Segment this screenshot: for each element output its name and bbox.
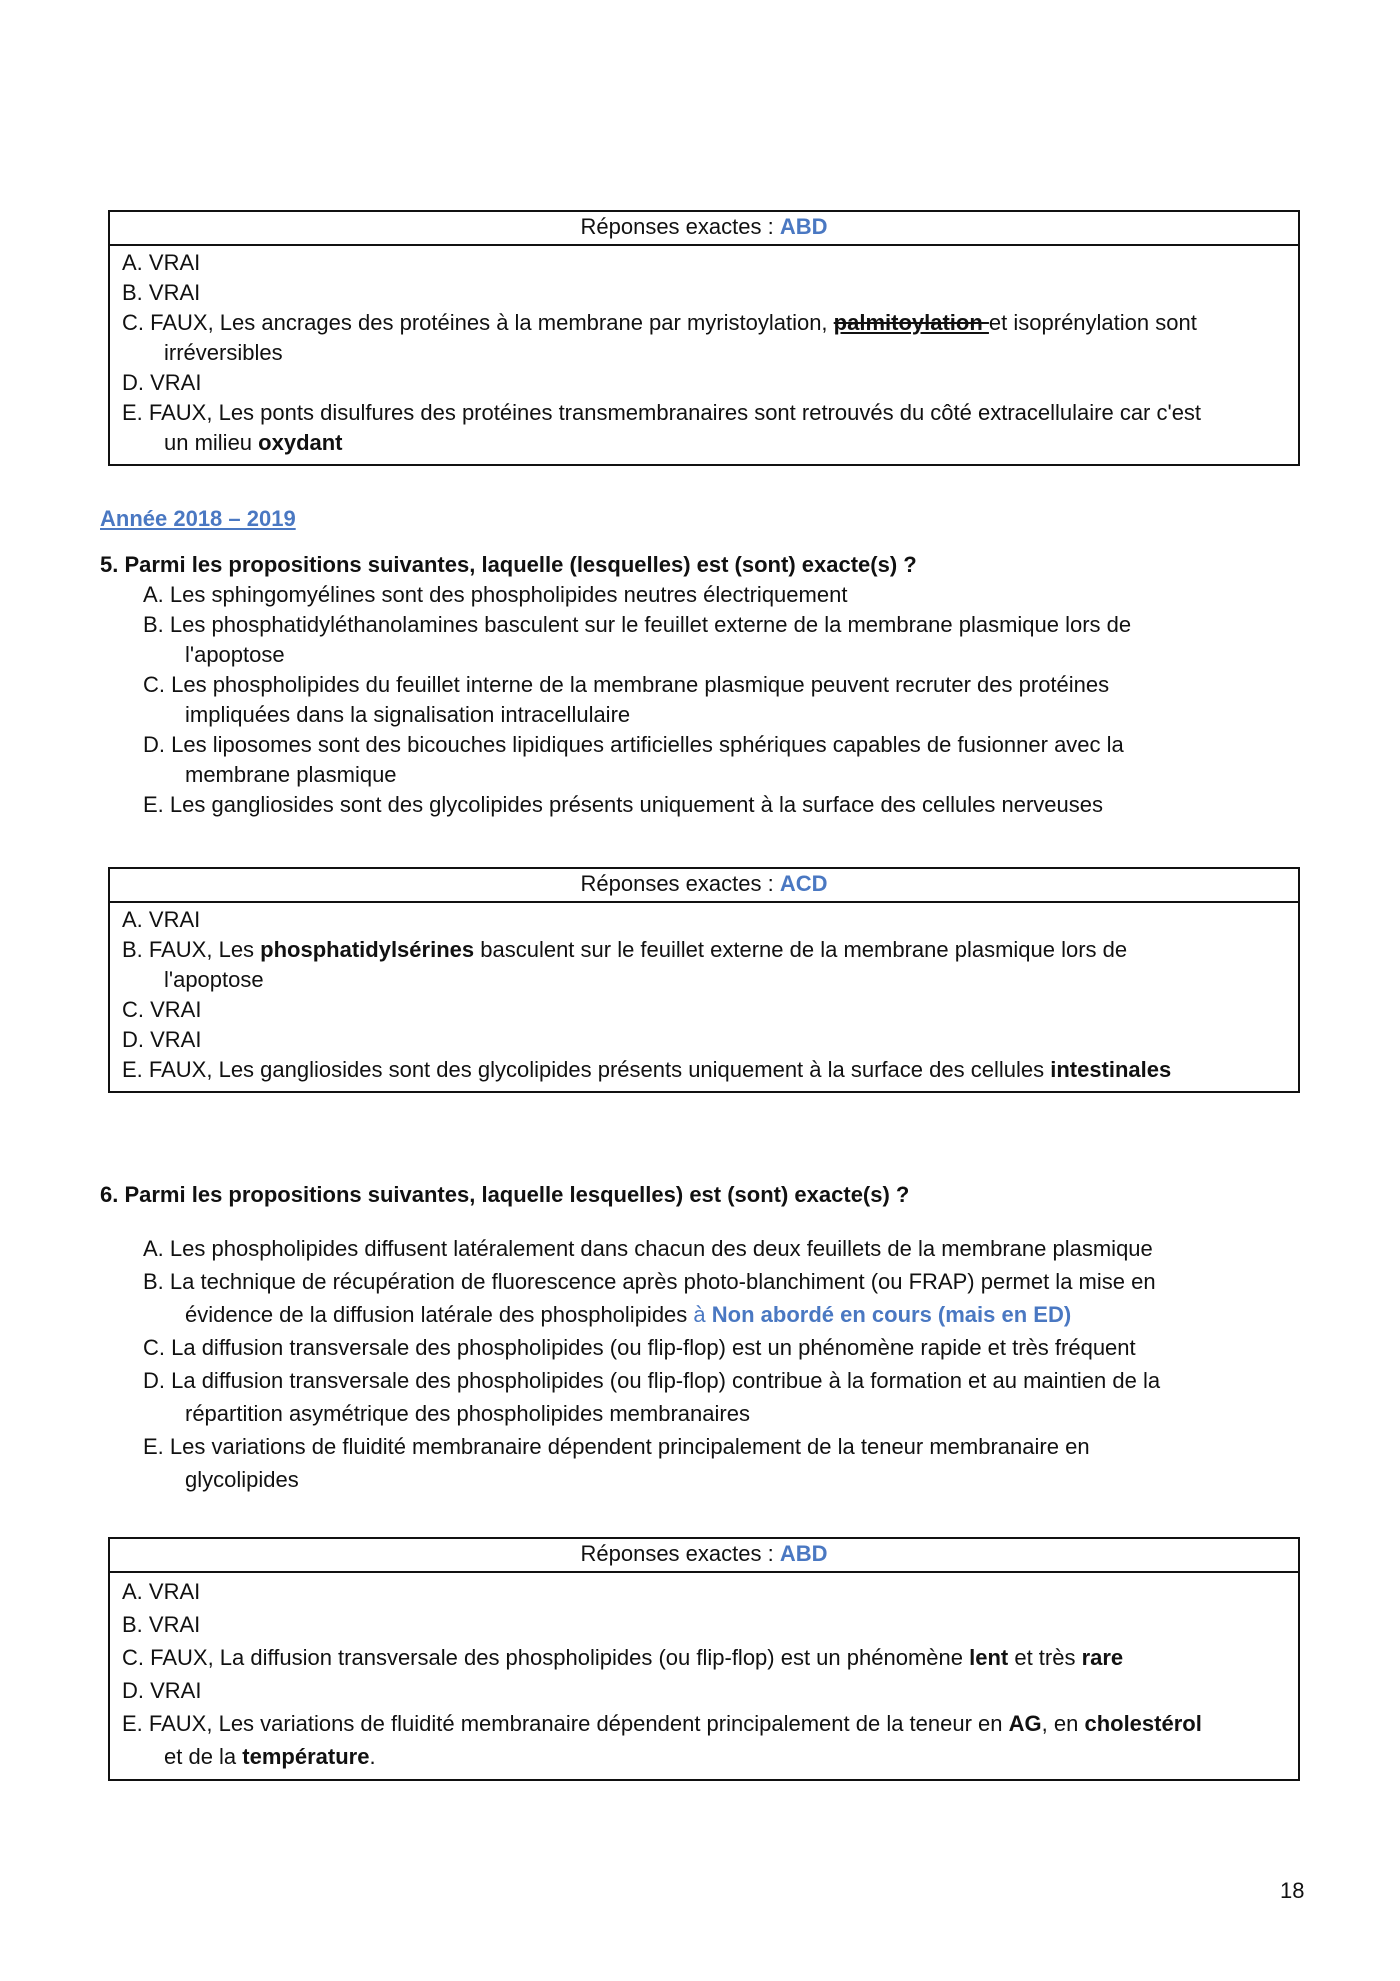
answer-box-body (110, 903, 1298, 1091)
answer-e-text: E. FAUX, Les gangliosides sont des glycolipides présents uniquement à la surface des cellules (122, 1057, 1051, 1082)
proposition-b: B. Les phosphatidyléthanolamines basculent sur le feuillet externe de la membrane plasmique lors de (143, 612, 1132, 637)
page-number: 18 (1280, 1878, 1305, 1903)
proposition-c: C. Les phospholipides du feuillet interne de la membrane plasmique peuvent recruter des protéines (143, 672, 1110, 697)
answer-d: D. VRAI (122, 1027, 202, 1052)
answer-e-cont-text: un milieu (164, 430, 259, 455)
proposition-b-cont-text: évidence de la diffusion latérale des phospholipides (185, 1302, 694, 1327)
course-note: Non abordé en cours (mais en ED) (711, 1302, 1072, 1327)
proposition-a: A. Les sphingomyélines sont des phospholipides neutres électriquement (143, 582, 848, 607)
answer-b: B. VRAI (122, 280, 201, 305)
answer-b-text: B. FAUX, Les (122, 937, 261, 962)
answer-c-text-end: et isoprénylation sont (988, 310, 1197, 335)
answer-e: E. FAUX, Les ponts disulfures des protéines transmembranaires sont retrouvés du côté extracellulaire car c'est (122, 400, 1202, 425)
answer-e-text: E. FAUX, Les variations de fluidité membranaire dépendent principalement de la teneur en (122, 1711, 1009, 1736)
answer-label: Réponses exactes : (580, 1541, 780, 1566)
struck-word: palmitoylation (833, 310, 989, 335)
proposition-c-cont: impliquées dans la signalisation intracellulaire (185, 702, 631, 727)
answer-e (122, 1055, 1288, 1085)
answer-label: Réponses exactes : (580, 871, 780, 896)
answer-e-bold-2: cholestérol (1084, 1711, 1202, 1736)
year-heading: Année 2018 – 2019 (100, 506, 296, 531)
answer-box-body (110, 1573, 1298, 1779)
answer-c-text: C. FAUX, La diffusion transversale des phospholipides (ou flip-flop) est un phénomène (122, 1645, 970, 1670)
proposition-c: C. La diffusion transversale des phospholipides (ou flip-flop) est un phénomène rapide et très fréquent (143, 1335, 1136, 1360)
question-5: 5. Parmi les propositions suivantes, laquelle (lesquelles) est (sont) exacte(s) ? (100, 552, 917, 577)
answer-c-bold-1: lent (969, 1645, 1009, 1670)
answer-box-header (110, 212, 1298, 246)
proposition-b-cont: l'apoptose (185, 642, 285, 667)
answer-box-q6 (108, 1537, 1300, 1781)
answer-a: A. VRAI (122, 1579, 201, 1604)
answer-d: D. VRAI (122, 1678, 202, 1703)
answer-b-cont: l'apoptose (164, 967, 264, 992)
answer-box-header (110, 869, 1298, 903)
answer-e-bold-1: AG (1008, 1711, 1042, 1736)
answer-letters: ABD (779, 1541, 828, 1566)
question-5-propositions (143, 580, 1273, 820)
proposition-b: B. La technique de récupération de fluorescence après photo-blanchiment (ou FRAP) permet la mise en (143, 1269, 1156, 1294)
answer-c-text-mid: et très (1008, 1645, 1082, 1670)
proposition-a: A. Les phospholipides diffusent latéralement dans chacun des deux feuillets de la membrane plasmique (143, 1236, 1153, 1261)
proposition-b-cont (143, 1298, 1273, 1331)
proposition-e-cont: glycolipides (185, 1467, 299, 1492)
answer-letters: ACD (779, 871, 828, 896)
answer-c-bold-2: rare (1081, 1645, 1124, 1670)
answer-box-header (110, 1539, 1298, 1573)
question-6-propositions (143, 1232, 1273, 1496)
proposition-d: D. Les liposomes sont des bicouches lipidiques artificielles sphériques capables de fusionner avec la (143, 732, 1124, 757)
answer-box-q4 (108, 210, 1300, 466)
answer-b: B. VRAI (122, 1612, 201, 1637)
answer-e-text-mid: , en (1041, 1711, 1085, 1736)
proposition-d-cont: membrane plasmique (185, 762, 397, 787)
proposition-d-cont: répartition asymétrique des phospholipides membranaires (185, 1401, 750, 1426)
answer-a: A. VRAI (122, 907, 201, 932)
answer-letters: ABD (779, 214, 828, 239)
answer-e-cont (122, 428, 1288, 458)
answer-c-text: C. FAUX, Les ancrages des protéines à la membrane par myristoylation, (122, 310, 834, 335)
answer-e-cont (122, 1740, 1288, 1773)
proposition-e: E. Les gangliosides sont des glycolipides présents uniquement à la surface des cellules nerveuses (143, 792, 1104, 817)
answer-c (122, 1641, 1288, 1674)
answer-c: C. VRAI (122, 997, 202, 1022)
answer-b-bold: phosphatidylsérines (260, 937, 475, 962)
answer-box-body (110, 246, 1298, 464)
answer-box-q5 (108, 867, 1300, 1093)
arrow-glyph: à (693, 1302, 712, 1327)
proposition-e: E. Les variations de fluidité membranaire dépendent principalement de la teneur membranaire en (143, 1434, 1090, 1459)
answer-c (122, 308, 1288, 338)
proposition-d: D. La diffusion transversale des phospholipides (ou flip-flop) contribue à la formation et au maintien de la (143, 1368, 1161, 1393)
answer-e-cont-text: et de la (164, 1744, 243, 1769)
answer-c-cont: irréversibles (164, 340, 283, 365)
answer-e-cont-bold: température (242, 1744, 370, 1769)
answer-b-text-end: basculent sur le feuillet externe de la membrane plasmique lors de (474, 937, 1128, 962)
answer-b (122, 935, 1288, 965)
question-6: 6. Parmi les propositions suivantes, laquelle lesquelles) est (sont) exacte(s) ? (100, 1182, 910, 1207)
answer-d: D. VRAI (122, 370, 202, 395)
answer-e-cont-end: . (369, 1744, 376, 1769)
answer-e-bold: oxydant (258, 430, 343, 455)
answer-e-bold: intestinales (1050, 1057, 1172, 1082)
answer-e (122, 1707, 1288, 1740)
answer-label: Réponses exactes : (580, 214, 780, 239)
answer-a: A. VRAI (122, 250, 201, 275)
